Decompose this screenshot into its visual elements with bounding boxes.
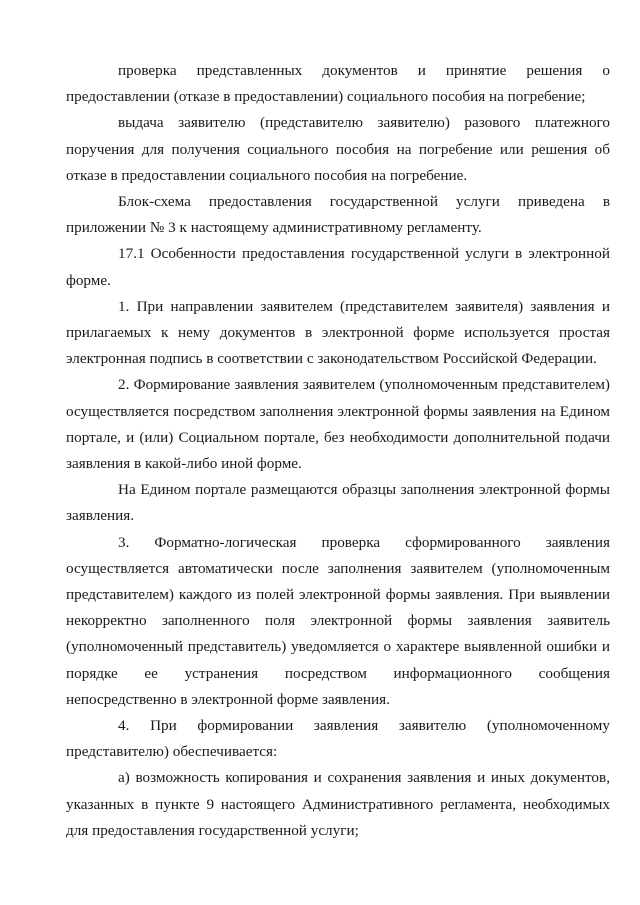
paragraph-section-17-1: 17.1 Особенности предоставления государственной услуги в электронной форме.	[66, 245, 610, 289]
paragraph-payment-order: выдача заявителю (представителю заявителю) разового платежного поручения для получения социального пособия на погребение или решения об отказе в предоставлении социального пособия на погребение.	[66, 114, 610, 184]
paragraph-item-3: 3. Форматно-логическая проверка сформированного заявления осуществляется автоматически после заполнения заявителем (уполномоченным представителем) каждого из полей электронной формы заявления. При выявлении некорректно заполненного поля электронной формы заявления заявитель (уполномоченный представитель) уведомляется о характере выявленной ошибки и порядке ее устранения посредством информационного сообщения непосредственно в электронной форме заявления.	[66, 533, 610, 708]
paragraph-item-4a: а) возможность копирования и сохранения заявления и иных документов, указанных в пункте 9 настоящего Административного регламента, необходимых для предоставления государственной услуги;	[66, 769, 610, 839]
paragraph-verification: проверка представленных документов и принятие решения о предоставлении (отказе в предоставлении) социального пособия на погребение;	[66, 62, 610, 106]
paragraph-flowchart: Блок-схема предоставления государственной услуги приведена в приложении № 3 к настоящему административному регламенту.	[66, 193, 610, 237]
paragraph-portal-samples: На Едином портале размещаются образцы заполнения электронной формы заявления.	[66, 481, 610, 525]
paragraph-item-2: 2. Формирование заявления заявителем (уполномоченным представителем) осуществляется посредством заполнения электронной формы заявления на Едином портале, и (или) Социальном портале, без необходимости дополнительной подачи заявления в какой-либо иной форме.	[66, 376, 610, 473]
paragraph-item-1: 1. При направлении заявителем (представителем заявителя) заявления и прилагаемых к нему документов в электронной форме используется простая электронная подпись в соответствии с законодательством Российской Федерации.	[66, 297, 610, 368]
paragraph-item-4: 4. При формировании заявления заявителю (уполномоченному представителю) обеспечивается:	[66, 717, 610, 761]
